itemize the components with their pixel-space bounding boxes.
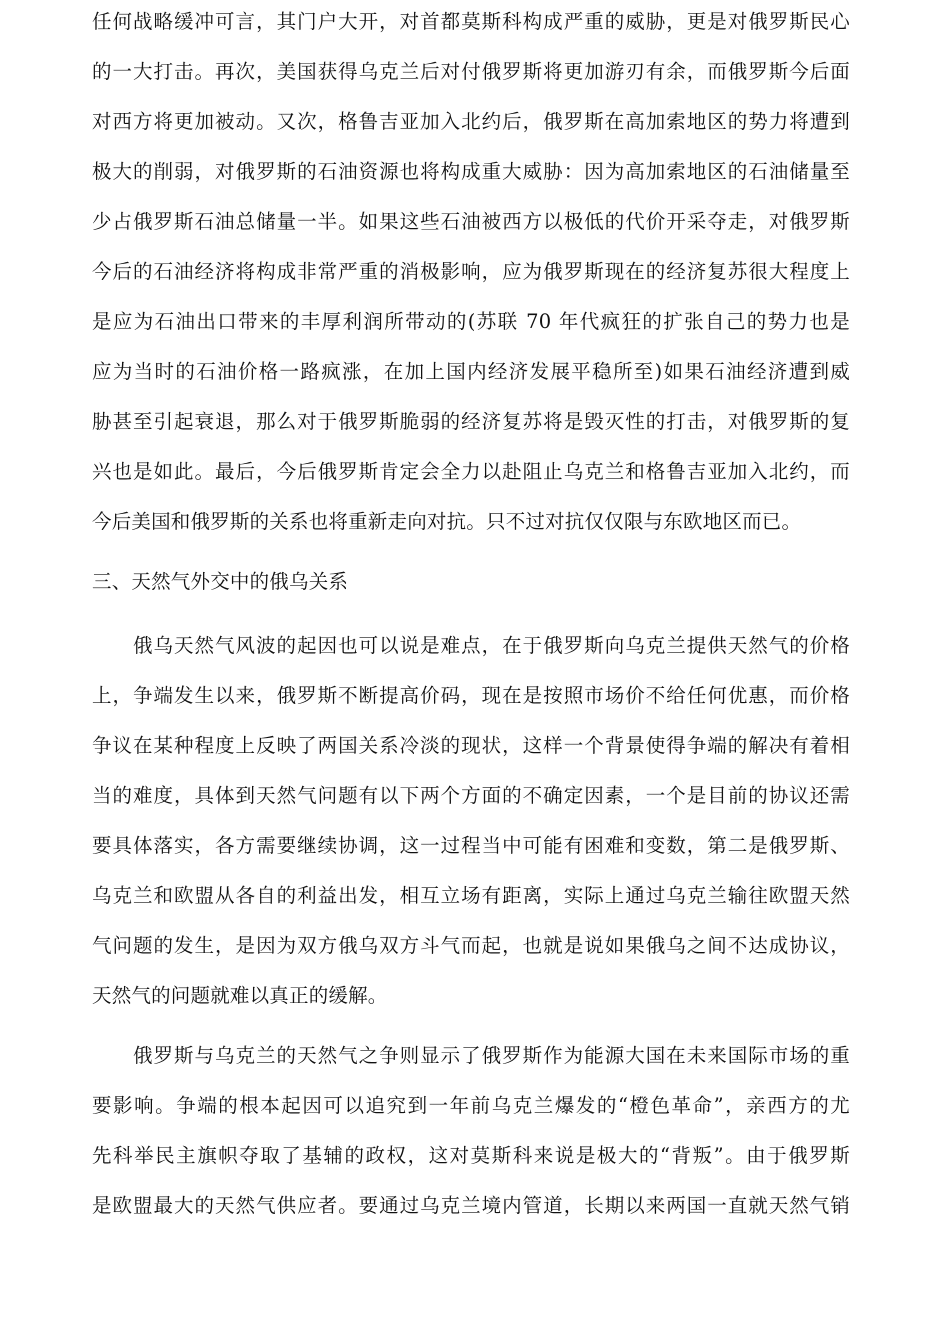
text-line: 胁甚至引起衰退，那么对于俄罗斯脆弱的经济复苏将是毁灭性的打击，对俄罗斯的复 bbox=[92, 410, 850, 433]
text-line: 兴也是如此。最后，今后俄罗斯肯定会全力以赴阻止乌克兰和格鲁吉亚加入北约，而 bbox=[92, 460, 850, 483]
text-line: 气问题的发生，是因为双方俄乌双方斗气而起，也就是说如果俄乌之间不达成协议， bbox=[92, 934, 850, 957]
text-line: 争议在某种程度上反映了两国关系冷淡的现状，这样一个背景使得争端的解决有着相 bbox=[92, 734, 850, 757]
text-line: 要影响。争端的根本起因可以追究到一年前乌克兰爆发的“橙色革命”，亲西方的尤 bbox=[92, 1094, 850, 1117]
text-line: 当的难度，具体到天然气问题有以下两个方面的不确定因素，一个是目前的协议还需 bbox=[92, 784, 850, 807]
text-line: 乌克兰和欧盟从各自的利益出发，相互立场有距离，实际上通过乌克兰输往欧盟天然 bbox=[92, 884, 850, 907]
text-line: 上，争端发生以来，俄罗斯不断提高价码，现在是按照市场价不给任何优惠，而价格 bbox=[92, 684, 850, 707]
text-line: 应为当时的石油价格一路疯涨，在加上国内经济发展平稳所至)如果石油经济遭到威 bbox=[92, 360, 850, 383]
text-line: 要具体落实，各方需要继续协调，这一过程当中可能有困难和变数，第二是俄罗斯、 bbox=[92, 834, 850, 857]
text-line: 俄乌天然气风波的起因也可以说是难点，在于俄罗斯向乌克兰提供天然气的价格 bbox=[133, 634, 850, 657]
text-line: 今后美国和俄罗斯的关系也将重新走向对抗。只不过对抗仅仅限与东欧地区而已。 bbox=[92, 510, 802, 533]
text-line: 的一大打击。再次，美国获得乌克兰后对付俄罗斯将更加游刃有余，而俄罗斯今后面 bbox=[92, 60, 850, 83]
section-heading: 三、天然气外交中的俄乌关系 bbox=[92, 570, 349, 593]
text-line: 是应为石油出口带来的丰厚利润所带动的(苏联 70 年代疯狂的扩张自己的势力也是 bbox=[92, 310, 850, 333]
text-line: 今后的石油经济将构成非常严重的消极影响，应为俄罗斯现在的经济复苏很大程度上 bbox=[92, 260, 850, 283]
text-line: 任何战略缓冲可言，其门户大开，对首都莫斯科构成严重的威胁，更是对俄罗斯民心 bbox=[92, 10, 850, 33]
text-line: 少占俄罗斯石油总储量一半。如果这些石油被西方以极低的代价开采夺走，对俄罗斯 bbox=[92, 210, 850, 233]
text-line: 先科举民主旗帜夺取了基辅的政权，这对莫斯科来说是极大的“背叛”。由于俄罗斯 bbox=[92, 1144, 850, 1167]
text-line: 极大的削弱，对俄罗斯的石油资源也将构成重大威胁：因为高加索地区的石油储量至 bbox=[92, 160, 850, 183]
text-line: 是欧盟最大的天然气供应者。要通过乌克兰境内管道，长期以来两国一直就天然气销 bbox=[92, 1194, 850, 1217]
text-line: 天然气的问题就难以真正的缓解。 bbox=[92, 984, 388, 1007]
text-line: 俄罗斯与乌克兰的天然气之争则显示了俄罗斯作为能源大国在未来国际市场的重 bbox=[133, 1044, 850, 1067]
text-line: 对西方将更加被动。又次，格鲁吉亚加入北约后，俄罗斯在高加索地区的势力将遭到 bbox=[92, 110, 850, 133]
